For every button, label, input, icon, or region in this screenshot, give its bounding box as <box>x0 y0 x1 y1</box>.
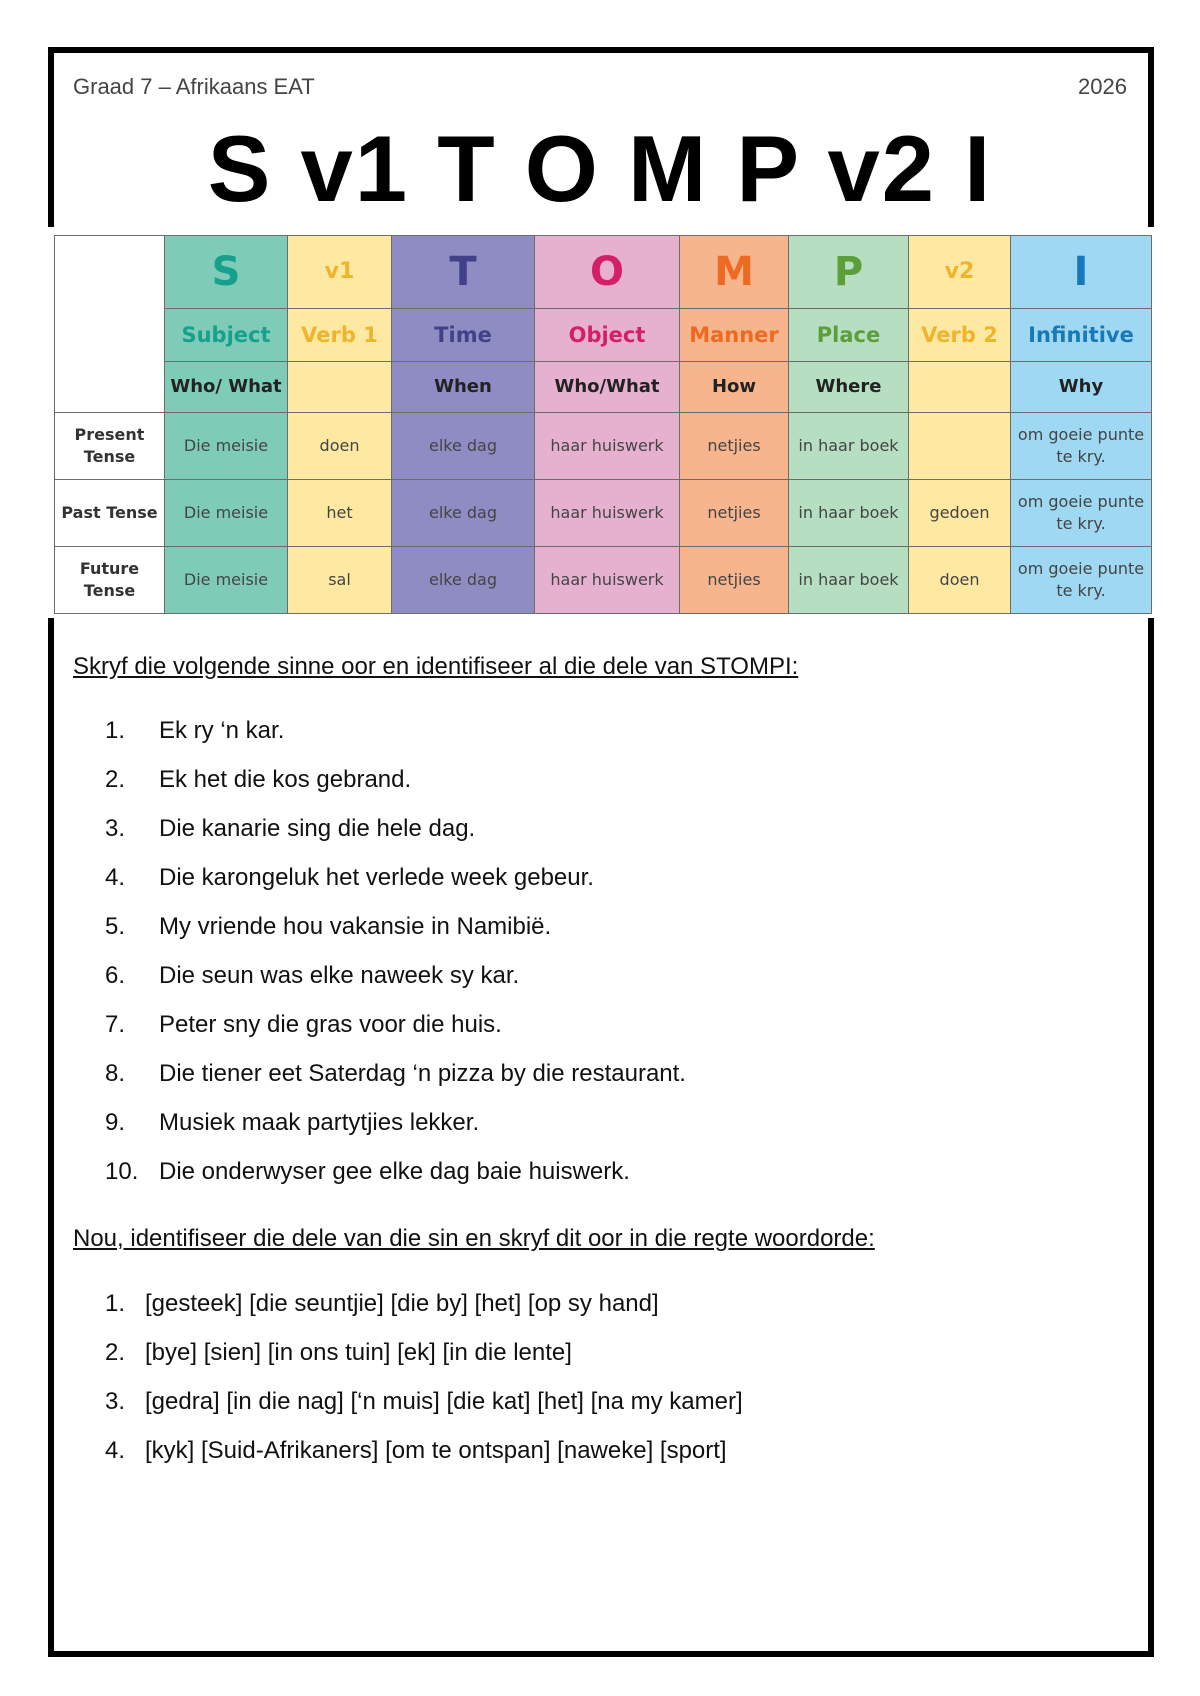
item-text: Die onderwyser gee elke dag baie huiswerk. <box>159 1158 630 1185</box>
list-item <box>105 1158 686 1207</box>
col-question-infinitive: Why <box>1011 362 1152 413</box>
cell-past-subject: Die meisie <box>165 480 288 547</box>
list-item <box>105 1437 743 1486</box>
item-text: Peter sny die gras voor die huis. <box>159 1011 502 1038</box>
grade-subject-label: Graad 7 – Afrikaans EAT <box>73 74 315 99</box>
cell-past-object: haar huiswerk <box>535 480 680 547</box>
col-name-verb2: Verb 2 <box>909 309 1011 362</box>
question-row <box>55 362 1152 413</box>
item-text: Die tiener eet Saterdag ‘n pizza by die restaurant. <box>159 1060 686 1087</box>
col-question-time: When <box>392 362 535 413</box>
present-tense-row <box>55 413 1152 480</box>
cell-future-infinitive: om goeie punte te kry. <box>1011 547 1152 614</box>
col-question-verb2 <box>909 362 1011 413</box>
cell-past-time: elke dag <box>392 480 535 547</box>
col-letter-i: I <box>1011 236 1152 309</box>
item-text: Musiek maak partytjies lekker. <box>159 1109 480 1136</box>
year-label: 2026 <box>1078 74 1127 99</box>
list-item <box>105 913 686 962</box>
item-number: 2. <box>105 766 126 793</box>
cell-future-place: in haar boek <box>789 547 909 614</box>
stompi-table <box>54 235 1152 614</box>
future-tense-row <box>55 547 1152 614</box>
cell-present-verb2 <box>909 413 1011 480</box>
exercise2-list <box>105 1290 743 1486</box>
item-number: 8. <box>105 1060 126 1087</box>
list-item <box>105 1339 743 1388</box>
exercise1-instruction: Skryf die volgende sinne oor en identifiseer al die dele van STOMPI: <box>73 653 799 680</box>
item-text: [gedra] [in die nag] [‘n muis] [die kat] [het] [na my kamer] <box>145 1388 743 1415</box>
item-number: 9. <box>105 1109 126 1136</box>
past-tense-row <box>55 480 1152 547</box>
item-text: Die seun was elke naweek sy kar. <box>159 962 520 989</box>
row-label-present: Present Tense <box>55 413 165 480</box>
item-text: Ek ry ‘n kar. <box>159 717 285 744</box>
list-item <box>105 1060 686 1109</box>
cell-past-manner: netjies <box>680 480 789 547</box>
list-item <box>105 1290 743 1339</box>
col-name-place: Place <box>789 309 909 362</box>
row-label-future: Future Tense <box>55 547 165 614</box>
col-name-time: Time <box>392 309 535 362</box>
cell-present-infinitive: om goeie punte te kry. <box>1011 413 1152 480</box>
cell-present-manner: netjies <box>680 413 789 480</box>
col-name-infinitive: Infinitive <box>1011 309 1152 362</box>
item-number: 3. <box>105 815 126 842</box>
cell-past-infinitive: om goeie punte te kry. <box>1011 480 1152 547</box>
row-label-past: Past Tense <box>55 480 165 547</box>
list-item <box>105 1011 686 1060</box>
item-number: 4. <box>105 1437 126 1464</box>
exercise2-instruction: Nou, identifiseer die dele van die sin en skryf dit oor in die regte woordorde: <box>73 1225 875 1252</box>
list-item <box>105 1109 686 1158</box>
col-question-verb1 <box>288 362 392 413</box>
list-item <box>105 864 686 913</box>
cell-future-verb1: sal <box>288 547 392 614</box>
letter-row <box>55 236 1152 309</box>
list-item <box>105 1388 743 1437</box>
list-item <box>105 717 686 766</box>
page-title: S v1 T O M P v2 I <box>207 116 993 221</box>
cell-future-time: elke dag <box>392 547 535 614</box>
item-number: 4. <box>105 864 126 891</box>
exercise1-list <box>105 717 686 1207</box>
list-item <box>105 766 686 815</box>
col-name-verb1: Verb 1 <box>288 309 392 362</box>
col-letter-s: S <box>165 236 288 309</box>
cell-future-manner: netjies <box>680 547 789 614</box>
cell-future-verb2: doen <box>909 547 1011 614</box>
cell-present-place: in haar boek <box>789 413 909 480</box>
item-text: My vriende hou vakansie in Namibië. <box>159 913 552 940</box>
col-letter-o: O <box>535 236 680 309</box>
col-question-manner: How <box>680 362 789 413</box>
name-row <box>55 309 1152 362</box>
item-number: 3. <box>105 1388 126 1415</box>
item-text: [gesteek] [die seuntjie] [die by] [het] [op sy hand] <box>145 1290 659 1317</box>
col-letter-p: P <box>789 236 909 309</box>
item-number: 1. <box>105 1290 126 1317</box>
list-item <box>105 815 686 864</box>
col-name-object: Object <box>535 309 680 362</box>
item-number: 7. <box>105 1011 126 1038</box>
col-question-object: Who/What <box>535 362 680 413</box>
cell-future-object: haar huiswerk <box>535 547 680 614</box>
item-number: 5. <box>105 913 126 940</box>
corner-cell <box>55 236 165 309</box>
col-letter-t: T <box>392 236 535 309</box>
col-question-subject: Who/ What <box>165 362 288 413</box>
item-text: Ek het die kos gebrand. <box>159 766 412 793</box>
cell-present-object: haar huiswerk <box>535 413 680 480</box>
cell-past-verb2: gedoen <box>909 480 1011 547</box>
col-name-subject: Subject <box>165 309 288 362</box>
cell-past-verb1: het <box>288 480 392 547</box>
cell-future-subject: Die meisie <box>165 547 288 614</box>
col-letter-v2: v2 <box>909 236 1011 309</box>
col-question-place: Where <box>789 362 909 413</box>
item-text: Die kanarie sing die hele dag. <box>159 815 476 842</box>
item-text: [kyk] [Suid-Afrikaners] [om te ontspan] [naweke] [sport] <box>145 1437 727 1464</box>
item-number: 1. <box>105 717 126 744</box>
item-number: 10. <box>105 1158 139 1185</box>
col-letter-m: M <box>680 236 789 309</box>
item-text: Die karongeluk het verlede week gebeur. <box>159 864 594 891</box>
col-letter-v1: v1 <box>288 236 392 309</box>
cell-present-subject: Die meisie <box>165 413 288 480</box>
corner-cell <box>55 362 165 413</box>
col-name-manner: Manner <box>680 309 789 362</box>
list-item <box>105 962 686 1011</box>
item-number: 6. <box>105 962 126 989</box>
item-text: [bye] [sien] [in ons tuin] [ek] [in die lente] <box>145 1339 572 1366</box>
corner-cell <box>55 309 165 362</box>
cell-past-place: in haar boek <box>789 480 909 547</box>
cell-present-verb1: doen <box>288 413 392 480</box>
item-number: 2. <box>105 1339 126 1366</box>
cell-present-time: elke dag <box>392 413 535 480</box>
